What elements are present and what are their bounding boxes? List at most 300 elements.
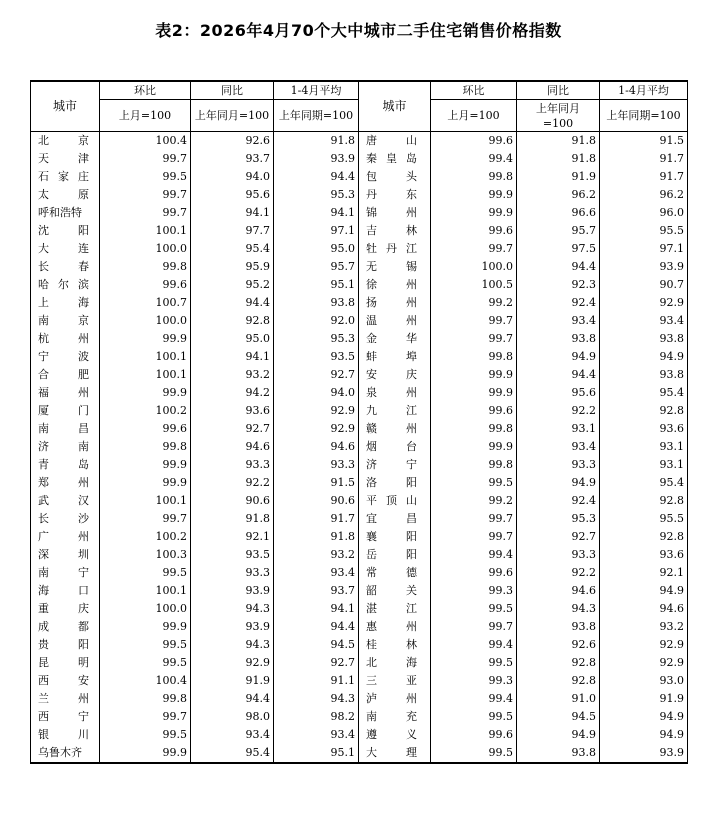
mom-cell-left: 99.5 [100, 726, 191, 744]
city-cell-left [31, 744, 100, 763]
table-row [31, 708, 688, 726]
city-name: 烟台 [366, 440, 417, 453]
yoy-cell-left: 97.7 [191, 222, 274, 240]
mom-cell-left: 100.1 [100, 348, 191, 366]
table-row [31, 672, 688, 690]
mom-cell-left: 99.9 [100, 456, 191, 474]
yoy-cell-left: 91.8 [191, 510, 274, 528]
city-name: 深圳 [38, 548, 89, 561]
table-row [31, 366, 688, 384]
mom-cell-right: 99.8 [431, 456, 517, 474]
city-name: 太原 [38, 188, 89, 201]
yoy-cell-right: 91.9 [517, 168, 600, 186]
table-row [31, 690, 688, 708]
city-cell-right [359, 726, 431, 744]
city-name: 杭州 [38, 332, 89, 345]
city-name: 南昌 [38, 422, 89, 435]
city-cell-right [359, 636, 431, 654]
city-cell-right [359, 276, 431, 294]
yoy-cell-left: 94.1 [191, 348, 274, 366]
city-cell-left [31, 132, 100, 151]
table-row [31, 582, 688, 600]
avg-cell-left: 91.7 [274, 510, 359, 528]
table-row [31, 438, 688, 456]
avg-cell-right: 91.5 [600, 132, 688, 151]
mom-cell-left: 100.0 [100, 240, 191, 258]
city-cell-right [359, 222, 431, 240]
yoy-cell-left: 92.2 [191, 474, 274, 492]
table-row [31, 330, 688, 348]
table-row [31, 294, 688, 312]
city-name: 扬州 [366, 296, 417, 309]
avg-cell-right: 93.1 [600, 456, 688, 474]
table-row [31, 600, 688, 618]
city-name: 银川 [38, 728, 89, 741]
city-cell-right [359, 672, 431, 690]
city-cell-left [31, 582, 100, 600]
avg-cell-right: 90.7 [600, 276, 688, 294]
avg-cell-right: 93.8 [600, 330, 688, 348]
city-name: 襄阳 [366, 530, 417, 543]
avg-cell-right: 97.1 [600, 240, 688, 258]
avg-cell-right: 91.9 [600, 690, 688, 708]
yoy-cell-left: 93.7 [191, 150, 274, 168]
yoy-cell-left: 95.2 [191, 276, 274, 294]
yoy-cell-right: 92.3 [517, 276, 600, 294]
city-name: 昆明 [38, 656, 89, 669]
price-index-table [30, 80, 688, 764]
yoy-cell-right: 94.4 [517, 258, 600, 276]
yoy-cell-right: 92.2 [517, 564, 600, 582]
avg-base-right: 上年同期=100 [600, 100, 688, 132]
yoy-cell-right: 92.4 [517, 294, 600, 312]
avg-cell-left: 93.3 [274, 456, 359, 474]
yoy-cell-right: 92.6 [517, 636, 600, 654]
yoy-cell-right: 97.5 [517, 240, 600, 258]
avg-cell-right: 93.9 [600, 258, 688, 276]
city-name: 福州 [38, 386, 89, 399]
mom-cell-right: 99.5 [431, 654, 517, 672]
mom-cell-right: 99.8 [431, 420, 517, 438]
city-name: 惠州 [366, 620, 417, 633]
mom-cell-left: 99.9 [100, 474, 191, 492]
table-row [31, 204, 688, 222]
city-cell-right [359, 474, 431, 492]
avg-cell-left: 93.7 [274, 582, 359, 600]
avg-cell-left: 95.1 [274, 744, 359, 763]
city-cell-left [31, 294, 100, 312]
avg-cell-right: 92.8 [600, 402, 688, 420]
city-name: 海口 [38, 584, 89, 597]
city-name: 长春 [38, 260, 89, 273]
yoy-cell-left: 94.0 [191, 168, 274, 186]
yoy-cell-right: 92.2 [517, 402, 600, 420]
mom-cell-left: 99.8 [100, 438, 191, 456]
avg-cell-right: 94.6 [600, 600, 688, 618]
avg-cell-left: 92.0 [274, 312, 359, 330]
yoy-cell-left: 94.3 [191, 636, 274, 654]
yoy-cell-right: 94.9 [517, 474, 600, 492]
city-name: 北海 [366, 656, 417, 669]
yoy-cell-right: 91.8 [517, 132, 600, 151]
mom-cell-right: 99.2 [431, 294, 517, 312]
city-name: 九江 [366, 404, 417, 417]
city-cell-left [31, 636, 100, 654]
mom-cell-right: 99.7 [431, 312, 517, 330]
city-name: 郑州 [38, 476, 89, 489]
mom-cell-right: 100.5 [431, 276, 517, 294]
city-name: 长沙 [38, 512, 89, 525]
yoy-cell-left: 95.9 [191, 258, 274, 276]
avg-cell-right: 91.7 [600, 150, 688, 168]
avg-cell-left: 94.6 [274, 438, 359, 456]
city-name: 韶关 [366, 584, 417, 597]
city-name: 石家庄 [38, 170, 89, 183]
city-cell-right [359, 132, 431, 151]
yoy-cell-left: 94.6 [191, 438, 274, 456]
yoy-cell-right: 93.3 [517, 456, 600, 474]
city-cell-right [359, 384, 431, 402]
avg-cell-left: 93.4 [274, 564, 359, 582]
city-name: 南京 [38, 314, 89, 327]
city-cell-left [31, 654, 100, 672]
city-cell-left [31, 456, 100, 474]
mom-cell-right: 99.9 [431, 366, 517, 384]
avg-cell-left: 93.5 [274, 348, 359, 366]
table-row [31, 222, 688, 240]
avg-cell-right: 92.9 [600, 654, 688, 672]
mom-cell-left: 100.1 [100, 222, 191, 240]
city-name: 常德 [366, 566, 417, 579]
mom-cell-left: 100.1 [100, 582, 191, 600]
avg-cell-left: 90.6 [274, 492, 359, 510]
avg-cell-left: 95.3 [274, 186, 359, 204]
yoy-cell-right: 96.6 [517, 204, 600, 222]
table-row [31, 618, 688, 636]
yoy-cell-left: 93.2 [191, 366, 274, 384]
avg-cell-right: 95.4 [600, 384, 688, 402]
city-header-right: 城市 [359, 81, 431, 132]
avg-cell-right: 94.9 [600, 348, 688, 366]
yoy-cell-right: 91.0 [517, 690, 600, 708]
avg-cell-left: 93.2 [274, 546, 359, 564]
table-row [31, 168, 688, 186]
city-cell-left [31, 150, 100, 168]
city-header-left: 城市 [31, 81, 100, 132]
yoy-cell-left: 93.9 [191, 618, 274, 636]
avg-cell-left: 93.4 [274, 726, 359, 744]
city-name: 平顶山 [366, 494, 417, 507]
yoy-cell-right: 94.3 [517, 600, 600, 618]
city-cell-left [31, 402, 100, 420]
avg-cell-left: 91.5 [274, 474, 359, 492]
mom-cell-right: 99.5 [431, 744, 517, 763]
city-name: 南充 [366, 710, 417, 723]
city-cell-right [359, 690, 431, 708]
yoy-cell-left: 95.6 [191, 186, 274, 204]
yoy-cell-left: 93.4 [191, 726, 274, 744]
avg-cell-left: 94.4 [274, 168, 359, 186]
city-name: 兰州 [38, 692, 89, 705]
table-row [31, 510, 688, 528]
city-cell-right [359, 366, 431, 384]
city-name: 安庆 [366, 368, 417, 381]
avg-header-right: 1-4月平均 [600, 81, 688, 100]
mom-cell-left: 99.5 [100, 564, 191, 582]
mom-cell-left: 99.7 [100, 510, 191, 528]
avg-cell-left: 93.9 [274, 150, 359, 168]
yoy-cell-right: 94.9 [517, 348, 600, 366]
city-name: 大连 [38, 242, 89, 255]
yoy-cell-right: 95.3 [517, 510, 600, 528]
mom-cell-left: 99.7 [100, 150, 191, 168]
yoy-cell-right: 93.8 [517, 618, 600, 636]
city-name: 包头 [366, 170, 417, 183]
city-cell-right [359, 438, 431, 456]
city-cell-right [359, 348, 431, 366]
city-cell-left [31, 168, 100, 186]
yoy-cell-right: 93.8 [517, 744, 600, 763]
avg-cell-right: 93.1 [600, 438, 688, 456]
yoy-base-left: 上年同月=100 [191, 100, 274, 132]
city-cell-right [359, 330, 431, 348]
table-row [31, 726, 688, 744]
table-row [31, 654, 688, 672]
mom-base-right: 上月=100 [431, 100, 517, 132]
city-name: 桂林 [366, 638, 417, 651]
city-name: 遵义 [366, 728, 417, 741]
avg-cell-right: 94.9 [600, 582, 688, 600]
city-cell-left [31, 420, 100, 438]
city-cell-right [359, 618, 431, 636]
mom-cell-left: 99.5 [100, 654, 191, 672]
avg-cell-left: 97.1 [274, 222, 359, 240]
mom-cell-right: 99.8 [431, 348, 517, 366]
yoy-cell-right: 96.2 [517, 186, 600, 204]
avg-cell-left: 94.1 [274, 204, 359, 222]
yoy-cell-right: 93.4 [517, 438, 600, 456]
table-row [31, 420, 688, 438]
avg-cell-right: 93.2 [600, 618, 688, 636]
city-name: 哈尔滨 [38, 278, 89, 291]
mom-base-left: 上月=100 [100, 100, 191, 132]
table-row [31, 186, 688, 204]
avg-cell-left: 91.1 [274, 672, 359, 690]
mom-cell-left: 100.3 [100, 546, 191, 564]
city-name: 吉林 [366, 224, 417, 237]
yoy-cell-right: 91.8 [517, 150, 600, 168]
mom-cell-left: 99.9 [100, 384, 191, 402]
city-cell-right [359, 564, 431, 582]
table-body [31, 132, 688, 764]
avg-base-left: 上年同期=100 [274, 100, 359, 132]
city-cell-right [359, 402, 431, 420]
city-name: 无锡 [366, 260, 417, 273]
avg-cell-right: 93.6 [600, 546, 688, 564]
avg-cell-right: 92.8 [600, 528, 688, 546]
city-name: 南宁 [38, 566, 89, 579]
city-cell-left [31, 240, 100, 258]
mom-cell-right: 99.6 [431, 222, 517, 240]
city-cell-left [31, 366, 100, 384]
avg-cell-right: 96.2 [600, 186, 688, 204]
mom-cell-right: 99.4 [431, 150, 517, 168]
yoy-cell-left: 95.4 [191, 240, 274, 258]
avg-cell-left: 92.9 [274, 420, 359, 438]
city-cell-left [31, 474, 100, 492]
city-cell-left [31, 546, 100, 564]
city-name: 呼和浩特 [38, 206, 82, 219]
yoy-cell-left: 93.3 [191, 456, 274, 474]
avg-cell-right: 93.8 [600, 366, 688, 384]
mom-cell-right: 99.7 [431, 528, 517, 546]
yoy-cell-left: 92.6 [191, 132, 274, 151]
city-name: 牡丹江 [366, 242, 417, 255]
yoy-header-left: 同比 [191, 81, 274, 100]
city-name: 泉州 [366, 386, 417, 399]
mom-cell-right: 99.6 [431, 726, 517, 744]
city-name: 唐山 [366, 134, 417, 147]
city-name: 厦门 [38, 404, 89, 417]
yoy-cell-left: 95.0 [191, 330, 274, 348]
mom-cell-left: 100.1 [100, 366, 191, 384]
table-row [31, 150, 688, 168]
avg-cell-right: 93.0 [600, 672, 688, 690]
mom-cell-right: 99.7 [431, 510, 517, 528]
avg-cell-left: 94.3 [274, 690, 359, 708]
city-cell-right [359, 168, 431, 186]
yoy-cell-right: 92.8 [517, 672, 600, 690]
city-name: 济宁 [366, 458, 417, 471]
avg-cell-left: 95.1 [274, 276, 359, 294]
yoy-cell-right: 94.6 [517, 582, 600, 600]
city-name: 三亚 [366, 674, 417, 687]
mom-cell-left: 100.7 [100, 294, 191, 312]
table-row [31, 744, 688, 763]
avg-cell-left: 93.8 [274, 294, 359, 312]
table-row [31, 546, 688, 564]
city-name: 沈阳 [38, 224, 89, 237]
mom-cell-left: 100.4 [100, 672, 191, 690]
city-name: 徐州 [366, 278, 417, 291]
yoy-cell-left: 92.9 [191, 654, 274, 672]
yoy-base-right: 上年同月=100 [517, 100, 600, 132]
city-cell-left [31, 222, 100, 240]
city-cell-right [359, 258, 431, 276]
yoy-cell-left: 93.9 [191, 582, 274, 600]
city-cell-left [31, 510, 100, 528]
avg-cell-left: 94.4 [274, 618, 359, 636]
avg-cell-right: 95.5 [600, 510, 688, 528]
mom-cell-right: 99.4 [431, 636, 517, 654]
yoy-cell-left: 91.9 [191, 672, 274, 690]
mom-cell-left: 100.1 [100, 492, 191, 510]
mom-cell-right: 99.9 [431, 186, 517, 204]
city-name: 湛江 [366, 602, 417, 615]
table-row [31, 384, 688, 402]
city-cell-left [31, 600, 100, 618]
yoy-cell-left: 94.3 [191, 600, 274, 618]
mom-cell-left: 99.9 [100, 330, 191, 348]
mom-cell-right: 99.7 [431, 240, 517, 258]
yoy-cell-left: 93.3 [191, 564, 274, 582]
city-name: 重庆 [38, 602, 89, 615]
mom-cell-left: 99.5 [100, 168, 191, 186]
city-cell-left [31, 438, 100, 456]
mom-cell-right: 99.6 [431, 402, 517, 420]
mom-cell-left: 100.0 [100, 600, 191, 618]
yoy-cell-right: 94.9 [517, 726, 600, 744]
table-header [31, 81, 688, 132]
city-cell-right [359, 456, 431, 474]
city-name: 青岛 [38, 458, 89, 471]
city-cell-left [31, 708, 100, 726]
mom-cell-right: 99.8 [431, 168, 517, 186]
mom-cell-right: 100.0 [431, 258, 517, 276]
mom-cell-left: 99.6 [100, 420, 191, 438]
city-cell-left [31, 204, 100, 222]
avg-header-left: 1-4月平均 [274, 81, 359, 100]
table-row [31, 132, 688, 151]
table-row [31, 348, 688, 366]
mom-cell-right: 99.4 [431, 546, 517, 564]
yoy-cell-left: 94.4 [191, 294, 274, 312]
city-cell-left [31, 348, 100, 366]
avg-cell-right: 93.9 [600, 744, 688, 763]
mom-cell-left: 99.9 [100, 744, 191, 763]
avg-cell-left: 95.3 [274, 330, 359, 348]
avg-cell-left: 91.8 [274, 132, 359, 151]
city-cell-left [31, 528, 100, 546]
city-cell-right [359, 294, 431, 312]
mom-cell-left: 99.9 [100, 618, 191, 636]
yoy-cell-right: 93.8 [517, 330, 600, 348]
yoy-cell-left: 92.8 [191, 312, 274, 330]
avg-cell-left: 94.1 [274, 600, 359, 618]
mom-cell-right: 99.5 [431, 708, 517, 726]
yoy-cell-left: 94.1 [191, 204, 274, 222]
city-cell-right [359, 492, 431, 510]
page-title: 表2：2026年4月70个大中城市二手住宅销售价格指数 [155, 21, 562, 40]
city-cell-right [359, 708, 431, 726]
avg-cell-left: 91.8 [274, 528, 359, 546]
avg-cell-right: 92.9 [600, 294, 688, 312]
city-name: 岳阳 [366, 548, 417, 561]
city-name: 泸州 [366, 692, 417, 705]
city-cell-right [359, 150, 431, 168]
table-row [31, 312, 688, 330]
city-cell-left [31, 672, 100, 690]
city-name: 上海 [38, 296, 89, 309]
mom-cell-right: 99.7 [431, 618, 517, 636]
city-cell-left [31, 186, 100, 204]
table-row [31, 564, 688, 582]
mom-cell-right: 99.3 [431, 672, 517, 690]
avg-cell-right: 93.6 [600, 420, 688, 438]
avg-cell-right: 95.4 [600, 474, 688, 492]
yoy-header-right: 同比 [517, 81, 600, 100]
yoy-cell-right: 94.5 [517, 708, 600, 726]
mom-header-right: 环比 [431, 81, 517, 100]
city-cell-left [31, 726, 100, 744]
city-cell-left [31, 618, 100, 636]
city-cell-left [31, 276, 100, 294]
mom-cell-left: 99.8 [100, 258, 191, 276]
table-row [31, 276, 688, 294]
mom-cell-left: 99.8 [100, 690, 191, 708]
mom-cell-left: 99.7 [100, 186, 191, 204]
city-name: 北京 [38, 134, 89, 147]
